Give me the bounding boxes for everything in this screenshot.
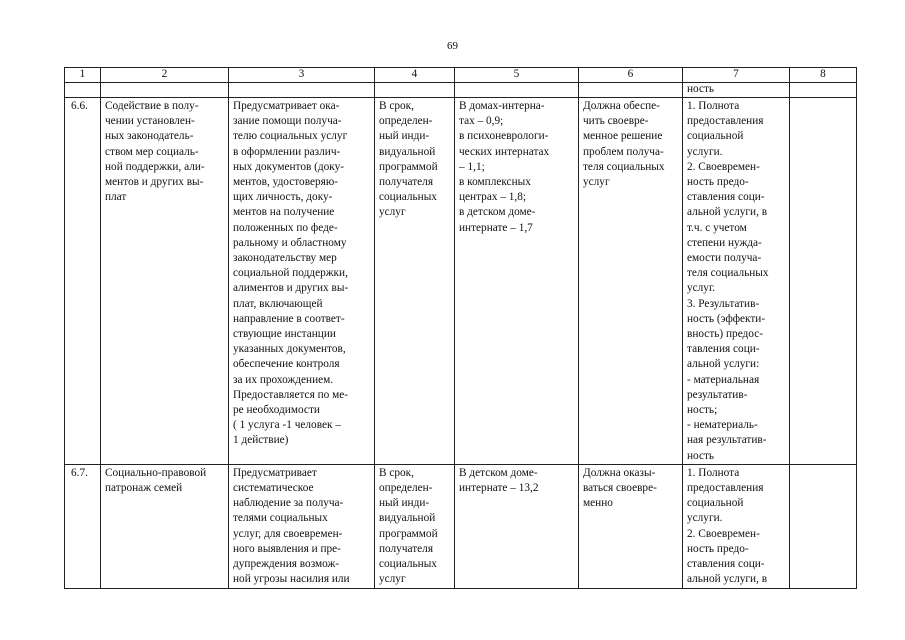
- table-row: [65, 98, 857, 465]
- service-conditions: Должна обеспе- чить своевре- менное решение проблем получа- теля социальных услуг: [579, 98, 683, 465]
- service-name: Социально-правовой патронаж семей: [101, 464, 229, 588]
- header-row: [65, 68, 857, 83]
- continuation-cell: [790, 83, 857, 98]
- continuation-cell: [579, 83, 683, 98]
- header-col-8: 8: [790, 68, 857, 83]
- header-col-7: 7: [683, 68, 790, 83]
- service-extra: [790, 464, 857, 588]
- service-norms: В домах-интерна- тах – 0,9; в психоневрологи- ческих интернатах – 1,1; в комплексных центрах – 1,8; в детском доме- интернате – 1,7: [455, 98, 579, 465]
- service-description: Предусматривает систематическое наблюдение за получа- телями социальных услуг, для своевремен- ного выявления и пре- дупреждения возмож- ной угрозы насилия или: [229, 464, 375, 588]
- continuation-cell: [455, 83, 579, 98]
- service-description: Предусматривает ока- зание помощи получа- телю социальных услуг в оформлении различ- ных документов (доку- ментов, удостоверяю- щих личность, доку- ментов на получение положенных по феде- ральному и областному законодательству мер социальной поддержки, алиментов и других вы- плат, включающей направление в соответ- ствующие инстанции указанных документов, обеспечение контроля за их прохождением. Предоставляется по ме- ре необходимости ( 1 услуга -1 человек – 1 действие): [229, 98, 375, 465]
- service-term: В срок, определен- ный инди- видуальной программой получателя социальных услуг: [375, 464, 455, 588]
- row-number: 6.7.: [65, 464, 101, 588]
- continuation-cell: [375, 83, 455, 98]
- service-conditions: Должна оказы- ваться своевре- менно: [579, 464, 683, 588]
- row-number: 6.6.: [65, 98, 101, 465]
- table-row: [65, 464, 857, 588]
- service-name: Содействие в полу- чении установлен- ных законодатель- ством мер социаль- ной поддержки, али- ментов и других вы- плат: [101, 98, 229, 465]
- header-col-6: 6: [579, 68, 683, 83]
- service-quality: 1. Полнота предоставления социальной услуги. 2. Своевремен- ность предо- ставления соци- альной услуги, в т.ч. с учетом степени нужда- емости получа- теля социальных услуг. 3. Результатив- ность (эффекти- вность) предос- тавления соци- альной услуги: - материальная результатив- ность; - нематериаль- ная результатив- ность: [683, 98, 790, 465]
- continuation-cell: ность: [683, 83, 790, 98]
- header-col-5: 5: [455, 68, 579, 83]
- continuation-cell: [101, 83, 229, 98]
- header-col-4: 4: [375, 68, 455, 83]
- service-extra: [790, 98, 857, 465]
- service-quality: 1. Полнота предоставления социальной услуги. 2. Своевремен- ность предо- ставления соци- альной услуги, в: [683, 464, 790, 588]
- service-norms: В детском доме- интернате – 13,2: [455, 464, 579, 588]
- page-number: 69: [447, 40, 458, 52]
- service-term: В срок, определен- ный инди- видуальной программой получателя социальных услуг: [375, 98, 455, 465]
- header-col-3: 3: [229, 68, 375, 83]
- header-col-2: 2: [101, 68, 229, 83]
- services-table: [64, 67, 857, 589]
- continuation-row: [65, 83, 857, 98]
- continuation-cell: [229, 83, 375, 98]
- continuation-cell: [65, 83, 101, 98]
- header-col-1: 1: [65, 68, 101, 83]
